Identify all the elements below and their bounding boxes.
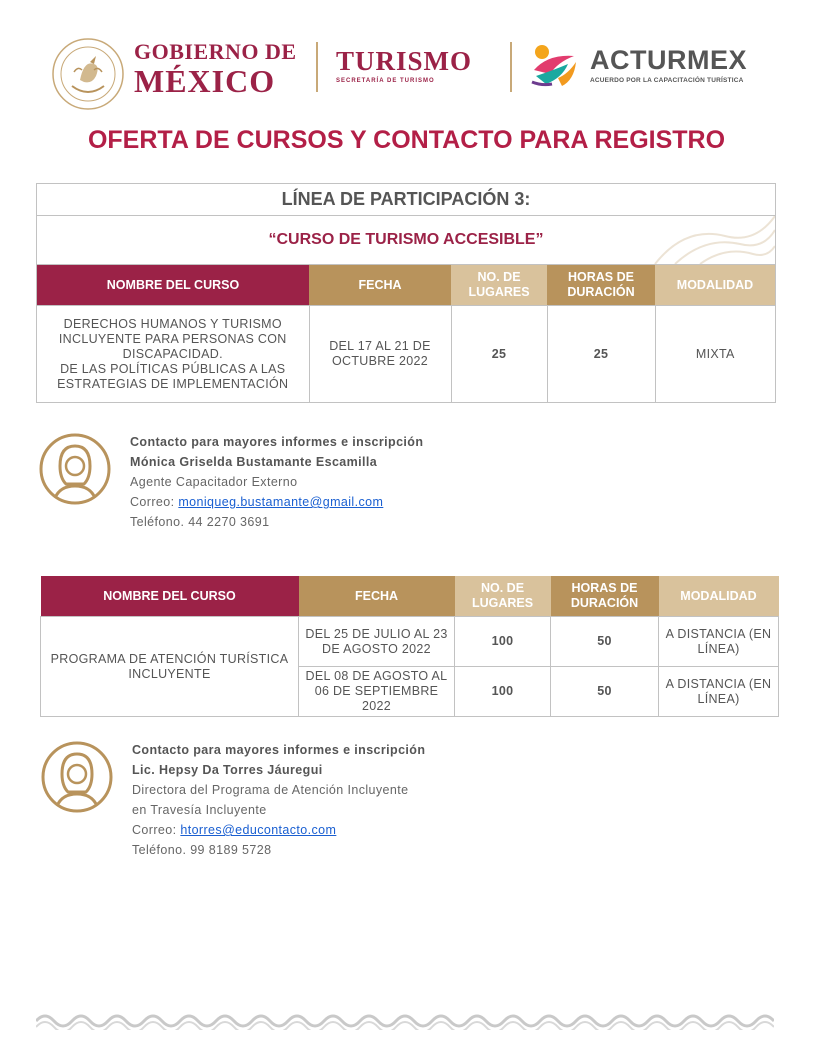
- header-places: NO. DE LUGARES: [451, 265, 547, 306]
- header-places: NO. DE LUGARES: [455, 576, 551, 617]
- contact-details: [132, 740, 425, 860]
- turismo-subtitle: SECRETARÍA DE TURISMO: [336, 78, 435, 84]
- email-label: Correo:: [132, 823, 177, 837]
- footer-pattern-icon: [36, 1011, 774, 1030]
- course-places-cell: 100: [455, 617, 551, 667]
- table-header-row: [37, 265, 775, 306]
- header-course-name: NOMBRE DEL CURSO: [37, 265, 309, 306]
- course-grid-2: [40, 576, 779, 717]
- course-mode-cell: A DISTANCIA (EN LÍNEA): [659, 617, 779, 667]
- course-places-cell: 25: [451, 306, 547, 403]
- course-section-title: [37, 216, 775, 265]
- course-places-cell: 100: [455, 667, 551, 717]
- contact-role-line1: Directora del Programa de Atención Incluyente: [132, 783, 409, 797]
- course-name-cell: [37, 306, 309, 403]
- contact-heading: Contacto para mayores informes e inscripción: [130, 435, 424, 449]
- contact-name: Lic. Hepsy Da Torres Jáuregui: [132, 763, 323, 777]
- course-name-cell: PROGRAMA DE ATENCIÓN TURÍSTICA INCLUYENTE: [41, 617, 299, 717]
- header-date: FECHA: [309, 265, 451, 306]
- acturmex-logo-icon: [528, 40, 580, 92]
- contact-phone: Teléfono. 99 8189 5728: [132, 843, 272, 857]
- participation-line-label: LÍNEA DE PARTICIPACIÓN 3:: [37, 184, 775, 216]
- header-mode: MODALIDAD: [655, 265, 775, 306]
- course-table-2: [40, 576, 778, 717]
- course-table-1: [36, 183, 776, 403]
- table-row: [41, 617, 779, 667]
- gobierno-line1: GOBIERNO DE: [134, 39, 297, 64]
- contact-phone: Teléfono. 44 2270 3691: [130, 515, 270, 529]
- header-date: FECHA: [299, 576, 455, 617]
- course-hours-cell: 50: [551, 617, 659, 667]
- header-hours: HORAS DE DURACIÓN: [547, 265, 655, 306]
- email-label: Correo:: [130, 495, 175, 509]
- contact-role: Agente Capacitador Externo: [130, 475, 298, 489]
- gobierno-line2: MÉXICO: [134, 63, 276, 99]
- header-course-name: NOMBRE DEL CURSO: [41, 576, 299, 617]
- contact-heading: Contacto para mayores informes e inscripción: [132, 743, 426, 757]
- course-date-cell: DEL 25 DE JULIO AL 23 DE AGOSTO 2022: [299, 617, 455, 667]
- user-avatar-icon: [40, 740, 114, 814]
- header-divider: [510, 42, 512, 92]
- course-mode-cell: MIXTA: [655, 306, 775, 403]
- contact-email-row: [132, 820, 425, 840]
- acturmex-wordmark: [590, 46, 747, 84]
- header-divider: [316, 42, 318, 92]
- contact-block-2: [40, 740, 500, 857]
- mexico-seal-icon: [50, 36, 126, 112]
- table-header-row: [41, 576, 779, 617]
- acturmex-title: ACTURMEX: [590, 45, 747, 75]
- header-hours: HORAS DE DURACIÓN: [551, 576, 659, 617]
- contact-name: Mónica Griselda Bustamante Escamilla: [130, 455, 378, 469]
- decorative-pattern-icon: [645, 216, 775, 264]
- page-title: OFERTA DE CURSOS Y CONTACTO PARA REGISTRO: [87, 126, 726, 154]
- contact-details: [130, 432, 423, 532]
- course-name-line2: DE LAS POLÍTICAS PÚBLICAS A LAS ESTRATEGIAS DE IMPLEMENTACIÓN: [57, 361, 289, 391]
- table-row: [37, 306, 775, 403]
- contact-block-1: [38, 432, 498, 542]
- contact-role-line2: en Travesía Incluyente: [132, 803, 267, 817]
- course-hours-cell: 50: [551, 667, 659, 717]
- user-avatar-icon: [38, 432, 112, 506]
- acturmex-subtitle: ACUERDO POR LA CAPACITACIÓN TURÍSTICA: [590, 77, 744, 84]
- course-section-title-text: “CURSO DE TURISMO ACCESIBLE”: [268, 231, 544, 248]
- contact-email-row: [130, 492, 423, 512]
- course-hours-cell: 25: [547, 306, 655, 403]
- gobierno-mexico-wordmark: [134, 40, 297, 98]
- email-link[interactable]: htorres@educontacto.com: [180, 823, 337, 837]
- course-date-cell: DEL 17 AL 21 DE OCTUBRE 2022: [309, 306, 451, 403]
- course-date-cell: DEL 08 DE AGOSTO AL 06 DE SEPTIEMBRE 2022: [299, 667, 455, 717]
- course-name-line1: DERECHOS HUMANOS Y TURISMO INCLUYENTE PARA PERSONAS CON DISCAPACIDAD.: [58, 316, 287, 361]
- turismo-title: TURISMO: [336, 46, 473, 76]
- header: [44, 28, 784, 108]
- turismo-wordmark: [336, 46, 472, 84]
- header-mode: MODALIDAD: [659, 576, 779, 617]
- course-mode-cell: A DISTANCIA (EN LÍNEA): [659, 667, 779, 717]
- email-link[interactable]: moniqueg.bustamante@gmail.com: [178, 495, 384, 509]
- course-grid-1: [37, 265, 775, 402]
